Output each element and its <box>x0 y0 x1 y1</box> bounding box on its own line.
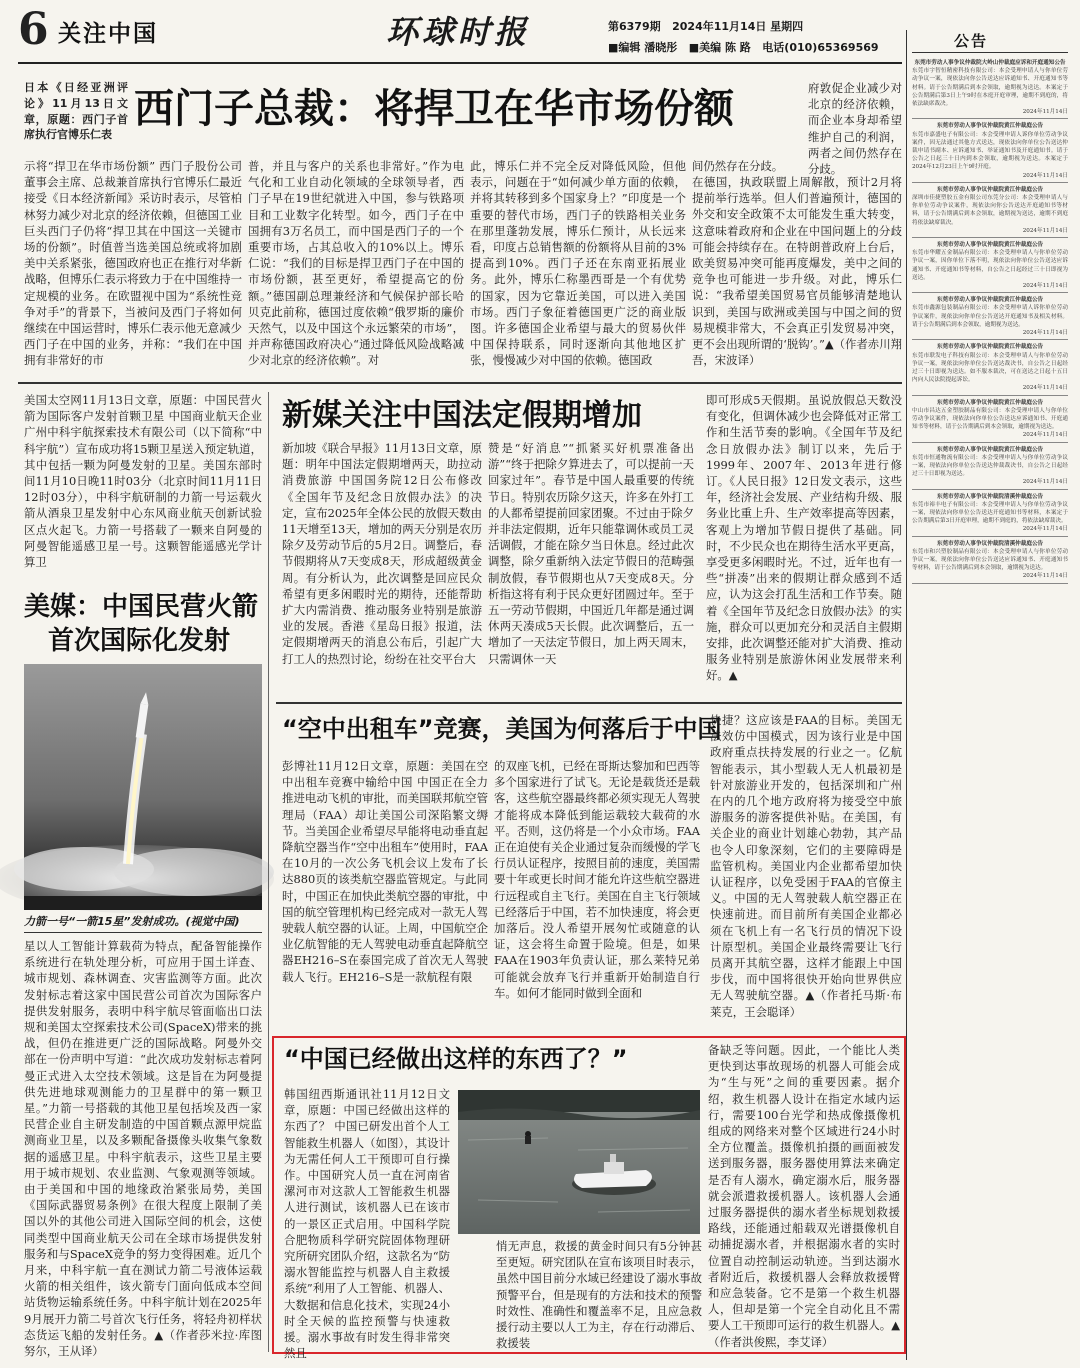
notice-heading: 东莞市劳动人事争议仲裁院清溪仲裁庭公告 <box>936 493 1044 500</box>
notices-title-rule <box>912 52 1068 53</box>
designer: ■美编 陈 路 <box>688 41 751 54</box>
notice-heading: 东莞市劳动人事争议仲裁院大岭山仲裁庭应诉和开庭通知公告 <box>914 60 1066 66</box>
notice-item <box>912 122 1068 182</box>
a2-text-2: 星以人工智能计算载荷为特点，配备智能操作系统进行在轨处理分析，可应用于国土详查、城市规划、森林调查、灾害监测等方面。此次发射标志着这家中国民营公司首次为国际客户提供发射服务，表明中科宇航尽管面临出口法规和美国太空探索技术公司(SpaceX)带来的挑战，但仍在推进更广泛的国际战略。阿曼外交部在一份声明中写道：“此次成功发射标志着阿曼正式进入太空技术领域。这是旨在为阿曼提供先进地球观测能力的卫星群中的第一颗卫星。”力箭一号搭载的其他卫星包括埃及西一家民营企业自主研发制造的中国首颗点源甲烷监测商业卫星，以及多颗配备摄像头收集气象数据的遥感卫星。中科宇航表示，这些卫星主要用于城市规划、农业监测、气象观测等领域。由于美国和中国的地缘政治紧张局势，美国《国际武器贸易条例》在很大程度上限制了美国以外的其他公司进入国际空间的机会，这使同类型中国商业航天公司在全球市场提供发射服务和与SpaceX竞争的努力变得困难。近几个月来，中科宇航一直在测试力箭二号液体运载火箭的相关组件，该火箭专门面向低成本空间站货物运输系统任务。中科宇航计划在2025年9月展开力箭二号首次飞行任务，将轻舟初样状态货运飞船的发射任务。▲（作者莎米拉·库图努尔，王从译） <box>24 939 262 1359</box>
a1-col-3: 此，博乐仁并不完全反对降低风险，但他表示，问题在于“如何减少单方面的依赖，并将其转移到多个国家身上？”印度是一个重要的替代市场，西门子的铁路相关业务在那里蓬勃发展，博乐仁预计，从长远来看，印度占总销售额的份额将从目前的3%提高到10%。西门子还在东南亚拓展业务。此外，博乐仁称墨西哥是一个有优势的国家，因为它靠近美国，可以进入美国市场。西门子象征着德国更广泛的商业版图。许多德国企业希望与最大的贸易伙伴中国保持联系，同时逐渐向其他地区扩张，慢慢减少对中国的依赖。德国政 <box>470 159 686 368</box>
notice-date: 2024年11月14日 <box>912 329 1068 340</box>
a1-col-right-top: 府敦促企业减少对北京的经济依赖，而企业本身却希望维护自己的利润，两者之间仍然存在分歧。 <box>808 81 902 177</box>
notices-title: 公告 <box>954 32 989 50</box>
notice-body: 中山市昌达五金塑胶制品有限公司：本会受理申请人与你单位劳动争议案件，现依法向你单位公告送达应诉通知书、开庭通知书等材料，请于公告期满后到本会领取，逾期视为送达。 <box>912 407 1068 431</box>
notice-heading: 东莞市劳动人事争议仲裁院清溪仲裁庭公告 <box>936 540 1044 547</box>
notice-item <box>912 540 1068 584</box>
a4-headline: “空中出租车”竞赛，美国为何落后于中国 <box>282 715 722 743</box>
notice-body: 东莞市恒通物流有限公司：本会受理申请人与你单位劳动争议一案，现依法向你单位公告送达仲裁裁决书，自公告之日起经过三十日即视为送达。 <box>912 454 1068 478</box>
notice-heading: 东莞市劳动人事争议仲裁院黄江仲裁庭公告 <box>936 446 1044 453</box>
a1-col-2: 普，并且与客户的关系也非常好。”作为电气化和工业自动化领域的全球领导者，西门子早在19世纪就进入中国，参与铁路项目和工业数字化转型。如今，西门子在中国拥有3万名员工，而中国是西门子的一个重要市场，占其总收入的10%以上。博乐仁说：“我们的目标是捍卫西门子在中国的市场份额，甚至更好，希望提高它的份额。”德国副总理兼经济和气候保护部长哈贝克此前称，德国过度依赖“俄罗斯的廉价天然气，以及中国这个永远繁荣的市场”，并声称德国政府决心“通过降低风险战略减少对北京的经济依赖”。对 <box>248 159 464 368</box>
notice-heading: 东莞市劳动人事争议仲裁院黄江仲裁庭公告 <box>936 123 1044 130</box>
a4-col-1: 彭博社11月12日文章，原题：美国在空中出租车竞赛中输给中国 中国正在全力推进电动飞机的审批，而美国联邦航空管理局（FAA）却让美国公司深陷繁文缛节。当美国企业希望尽早能将电动垂直起降航空器当作“空中出租车”使用时，FAA在10月的一次公务飞机会议上发布了长达880页的该类航空器监管规定。与此同时，中国正在加快此类航空器的审批，中国的航空管理机构已经完成对一款无人驾驶载人航空器的认证。上周，中国航空企业亿航智能的无人驾驶电动垂直起降航空器EH216–S在泰国完成了首次无人驾驶载人飞行。EH216–S是一款航程有限 <box>282 759 488 984</box>
a2-caption-rule <box>24 932 262 933</box>
issue-date: 2024年11月14日 星期四 <box>672 20 804 33</box>
notice-heading: 东莞市劳动人事争议仲裁院黄江仲裁庭公告 <box>936 186 1044 193</box>
a1-col-1: 示将“捍卫在华市场份额” 西门子股份公司董事会主席、总裁兼首席执行官博乐仁最近接受《日本经济新闻》采访时表示，尽管柏林努力减少对北京的经济依赖，但德国工业巨头西门子仍将“捍卫其在中国这一关键市场的份额”。时值普当选美国总统或将加剧美中关系紧张，德国政府也正在推行对华新战略，但博乐仁表示将致力于在中国维持一定规模的业务。在欧盟视中国为“系统性竞争对手”的背景下，当被问及西门子将如何继续在中国运营时，博乐仁表示他无意减少西门子在中国的业务，并称：“我们在中国拥有非常好的市 <box>24 159 242 368</box>
robot-photo <box>458 1090 700 1234</box>
notice-heading: 东莞市劳动人事争议仲裁院黄江仲裁庭公告 <box>936 399 1044 406</box>
editor-info <box>608 41 879 55</box>
notice-body: 东莞市宇智恒精密科技有限公司：本会受理申请人与你单位劳动争议一案，现依法向你公告送达应诉通知书、开庭通知书等材料。请于公告期满后到本会领取，逾期视为送达。本案定于公告期满后第3日上午9时在本庭开庭审理，逾期不到庭的，将依法缺席裁决。 <box>912 68 1068 108</box>
left-col-divider <box>268 392 269 1352</box>
a1-col-4: 在德国，执政联盟上周解散，预计2月将提前举行选举。但人们普遍预计，德国的外交和安全政策不太可能发生重大转变，这意味着政府和企业在中国问题上的分歧可能会持续存在。在特朗普政府上台后，欧美贸易冲突可能再度爆发，美中之间的竞争也可能进一步升级。对此，博乐仁说：“我希望美国贸易官员能够清楚地认识到，美国与欧洲或美国与中国之间的贸易规模非常大，不会真正引发贸易冲突，更不会出现所谓的‘脱钩’。”▲（作者赤川翔吾，宋波译） <box>692 175 902 368</box>
a1-headline: 西门子总裁：将捍卫在华市场份额 <box>134 86 734 132</box>
a1-col-4-top: 间仍然存在分歧。 <box>692 159 784 173</box>
a3-col-1: 新加坡《联合早报》11月13日文章，原题：明年中国法定假期增两天，助拉动消费旅游 中国国务院12日公布修改《全国年节及纪念日放假办法》的决定，宣布2025年全体公民的放假天数由11天增至13天，增加的两天分别是农历除夕及劳动节后的5月2日。调整后，春节假期将从7天变成8天，形成超级黄金周。有分析认为，此次调整是回应民众希望有更多闲暇时光的期待，还能帮助扩大内需消费、推动服务业特别是旅游业的发展。香港《星岛日报》报道，法定假期增两天的消息公布后，引起广大打工人的热烈讨论，纷纷在社交平台大 <box>282 441 482 666</box>
notice-item <box>912 399 1068 443</box>
notice-date: 2024年11月14日 <box>912 108 1068 119</box>
a3-col-2: 赞是“好消息”“抓紧买好机票准备出游”“终于把除夕算进去了，可以提前一天回家过年”。春节是中国人最重要的传统节日。特别农历除夕这天，许多在外打工的人都希望提前回家团聚。不过由于除夕并非法定假期，近年只能靠调休或员工灵活调假，才能在除夕当日休息。经过此次调整，除夕重新纳入法定节假日的范畴强制放假，春节假期也从7天变成8天。分析指这将有利于民众更好团圆过年。至于五一劳动节假期，中国近几年都是通过调休两天凑成5天长假。此次调整后，五一增加了一天法定节假日，加上两天周末，只需调休一天 <box>488 441 694 666</box>
notice-date: 2024年11月14日 <box>912 282 1068 293</box>
notice-date: 2024年11月14日 <box>912 431 1068 442</box>
notice-heading: 东莞市劳动人事争议仲裁院黄江仲裁庭公告 <box>936 344 1044 351</box>
a1-sidebar-lead: 日本《日经亚洲评论》11月13日文章，原题：西门子首席执行官博乐仁表 <box>24 81 128 142</box>
a5-headline: “中国已经做出这样的东西了？” <box>284 1045 628 1073</box>
a4-col-3: 快捷？这应该是FAA的目标。美国无法效仿中国模式，因为该行业是中国政府重点扶持发展的行业之一。亿航智能表示，其小型载人无人机最初是针对旅游业开发的，包括深圳和广州在内的几个地方政府将为接受空中旅游服务的游客提供补贴。在美国，有关企业的商业计划雄心勃勃，其产品也令人印象深刻，它们的主要障碍是监管机构。美国业内企业都希望加快认证程序，以免受困于FAA的官僚主义。中国的无人驾驶载人航空器正在快速前进。而目前所有美国企业都必须在飞机上有一名飞行员的情况下设计原型机。美国企业最终需要让飞行员离开其航空器，这样才能跟上中国步伐，而中国将很快开始向世界供应无人驾驶航空器。▲（作者托马斯·布莱克，王会聪译） <box>710 713 902 1019</box>
issue-number: 第6379期 <box>608 20 661 33</box>
notice-body: 东莞市联发电子科技有限公司：本会受理申请人与你单位劳动争议一案，现依法向你单位公告送达裁决书，自公告之日起经过三十日即视为送达。如不服本裁决，可在送达之日起十五日内向人民法院提起诉讼。 <box>912 352 1068 384</box>
rocket-launch-illustration <box>24 664 262 910</box>
phone: 电话(010)65369569 <box>762 41 879 54</box>
a5-col-3: 备缺乏等问题。因此，一个能比人类更快到达事故现场的机器人可能会成为“生与死”之间的重要因素。据介绍，救生机器人设计在指定水域内运行，需要100台光学和热成像摄像机组成的网络来对整个区域进行24小时全方位覆盖。摄像机拍摄的画面被发送到服务器，服务器使用算法来确定是否有人溺水，确定溺水后，服务器就会派遣救援机器人。该机器人会通过服务器提供的溺水者坐标规划救援路线，还能通过船载双光谱摄像机自动捕捉溺水者，并根据溺水者的实时位置自动控制运动轨迹。当到达溺水者附近后，救援机器人会释放救援臂和应急装备。它不是第一个救生机器人，但却是第一个完全自动化且不需要人工干预即可运行的救生机器人。▲（作者洪俊熙，李艾译） <box>708 1043 900 1349</box>
notice-date: 2024年11月14日 <box>912 172 1068 183</box>
notice-item <box>912 241 1068 293</box>
a3-headline: 新媒关注中国法定假期增加 <box>282 398 642 433</box>
a5-col-1: 韩国纽西斯通讯社11月12日文章，原题：中国已经做出这样的东西了？ 中国已研发出首个人工智能救生机器人（如图），其设计为无需任何人工干预即可自行操作。中国研究人员一直在河南省漯河市对这款人工智能救生机器人进行测试，该机器人已在该市的一景区正式启用。中国科学院合肥物质科学研究院固体物理研究所研究团队介绍，这款名为“防溺水智能监控与机器人自主救援系统”利用了人工智能、机器人、大数据和信息化技术，实现24小时全天候的监控预警与快速救援。溺水事故有时发生得非常突然且 <box>284 1087 450 1361</box>
notice-body: 东莞市华耀五金制品有限公司：本会受理申请人与你单位劳动争议一案，因你单位下落不明，现依法向你单位公告送达应诉通知书、开庭通知书等材料，自公告之日起经过三十日即视为送达。 <box>912 250 1068 281</box>
section-title: 关注中国 <box>58 21 158 47</box>
notice-body: 深圳市佳捷塑胶五金有限公司东莞分公司：本会受理申请人与你单位劳动争议案件，现依法向你公告送达开庭通知书等材料，请于公告期满后到本会领取，逾期视为送达，逾期不到庭将依法缺席裁决。 <box>912 195 1068 226</box>
notice-body: 东莞市裕丰电子有限公司：本会受理申请人与你单位劳动争议一案，现依法向你单位公告送达开庭通知书等材料，本案定于公告期满后第3日开庭审理，逾期不到庭的，将依法缺席裁决。 <box>912 501 1068 525</box>
notice-date: 2024年11月14日 <box>912 572 1068 583</box>
notice-date: 2024年11月14日 <box>912 478 1068 489</box>
rocket-photo <box>24 664 262 910</box>
issue-info <box>608 20 803 34</box>
notice-item <box>912 186 1068 238</box>
notice-body: 东莞市鑫源包装制品有限公司：本会受理申请人诉你单位劳动争议案件，现依法向你单位公告送达开庭通知书及相关材料。请于公告期满后到本会领取，逾期视为送达。 <box>912 305 1068 328</box>
notices-divider <box>906 30 907 1360</box>
a1-bottom-rule <box>18 382 902 384</box>
a5-col-2: 悄无声息，救援的黄金时间只有5分钟甚至更短。研究团队在宣布该项目时表示，虽然中国目前分水域已经建设了溺水事故预警平台，但是现有的方法和技术的预警时效性、准确性和覆盖率不足，且应急救援行动主要以人工为主，存在行动滞后、救援装 <box>496 1239 702 1351</box>
notices-list <box>912 56 1068 1356</box>
notice-date: 2024年11月14日 <box>912 384 1068 395</box>
notice-item <box>912 59 1068 119</box>
notice-body: 东莞市和兴塑胶制品有限公司：本会受理申请人与你单位劳动争议一案，现依法向你单位公告送达应诉通知书、开庭通知书等材料，请于公告期满后到本会领取，逾期视为送达。 <box>912 548 1068 572</box>
rescue-robot-boat-illustration <box>458 1090 700 1234</box>
notice-heading: 东莞市劳动人事争议仲裁院黄江仲裁庭公告 <box>936 242 1044 249</box>
a2-photo-caption: 力箭一号“一箭15星”发射成功。(视觉中国) <box>24 915 240 928</box>
a2-text: 美国太空网11月13日文章，原题：中国民营火箭为国际客户发射首颗卫星 中国商业航天企业广州中科宇航探索技术有限公司（以下简称“中科宇航”）宣布成功将15颗卫星送入预定轨道，其中包括一颗为阿曼发射的卫星。美国东部时间11月10日晚11时03分（北京时间11月11日12时03分），中科宇航研制的力箭一号运载火箭从酒泉卫星发射中心东风商业航天创新试验区点火起飞。力箭一号搭载了一颗来自阿曼的阿曼智能遥感卫星一号。这颗智能遥感光学计算卫 <box>24 393 262 570</box>
notice-date: 2024年11月14日 <box>912 227 1068 238</box>
masthead-rule <box>18 62 902 64</box>
a2-headline-line2: 首次国际化发射 <box>48 626 231 656</box>
a3-bottom-rule <box>276 702 902 704</box>
a4-col-2: 的双座飞机，已经在哥斯达黎加和巴西等多个国家进行了试飞。无论是载货还是载客，这些航空器最终都必须实现无人驾驶才能将成本降低到能运载较大载荷的水平。否则，这仍将是一个小众市场。FAA正在迫使有关企业通过复杂而缓慢的学飞行员认证程序，按照目前的速度，美国需要十年或更长时间才能允许这些航空器进行远程或自主飞行。美国在自主飞行领域已经落后于中国，若不加快速度，将会更加落后。没人希望开展匆忙或随意的认证，这会将生命置于险境。但是，如果FAA在1903年负责认证，那么莱特兄弟可能就会放弃飞行并重新开始制造自行车。如何才能同时做到全面和 <box>494 759 700 1000</box>
notice-item <box>912 296 1068 340</box>
a3-col-3: 即可形成5天假期。虽说放假总天数没有变化，但调休减少也会降低对正常工作和生活节奏的影响。《全国年节及纪念日放假办法》制订以来，先后于1999年、2007年、2013年进行修订。《人民日报》12日发文表示，这些年，经济社会发展、产业结构升级、服务业比重上升、生产效率提高等因素，客观上为增加节假日提供了基础。同时，不少民众也在期待生活水平更高，享受更多闲暇时光。不过，近年也有一些“拼凑”出来的假期让群众感到不适应，认为这会打乱生活和工作节奏。随着《全国年节及纪念日放假办法》的实施，群众可以更加充分和灵活自主假期安排，此次调整还能对扩大消费、推动服务业特别是旅游休闲业发展带来利好。▲ <box>706 393 902 683</box>
page-number: 6 <box>18 4 49 55</box>
notice-item <box>912 343 1068 395</box>
notice-body: 东莞市嘉盛电子有限公司：本会受理申请人诉你单位劳动争议案件，因无法通过其他方式送达，现依法向你单位公告送达仲裁申请书副本、应诉通知书、举证通知书及开庭通知书。请于公告之日起三十日内到本会领取，逾期视为送达。本案定于2024年12月23日上午9时开庭。 <box>912 131 1068 171</box>
a2-headline-line1: 美媒：中国民营火箭 <box>24 592 259 622</box>
editor: ■编辑 潘晓彤 <box>608 41 678 54</box>
notice-item <box>912 493 1068 537</box>
notice-date: 2024年11月14日 <box>912 525 1068 536</box>
notice-item <box>912 446 1068 490</box>
notice-heading: 东莞市劳动人事争议仲裁院黄江仲裁庭公告 <box>936 297 1044 304</box>
newspaper-logo: 环球时报 <box>386 13 531 51</box>
